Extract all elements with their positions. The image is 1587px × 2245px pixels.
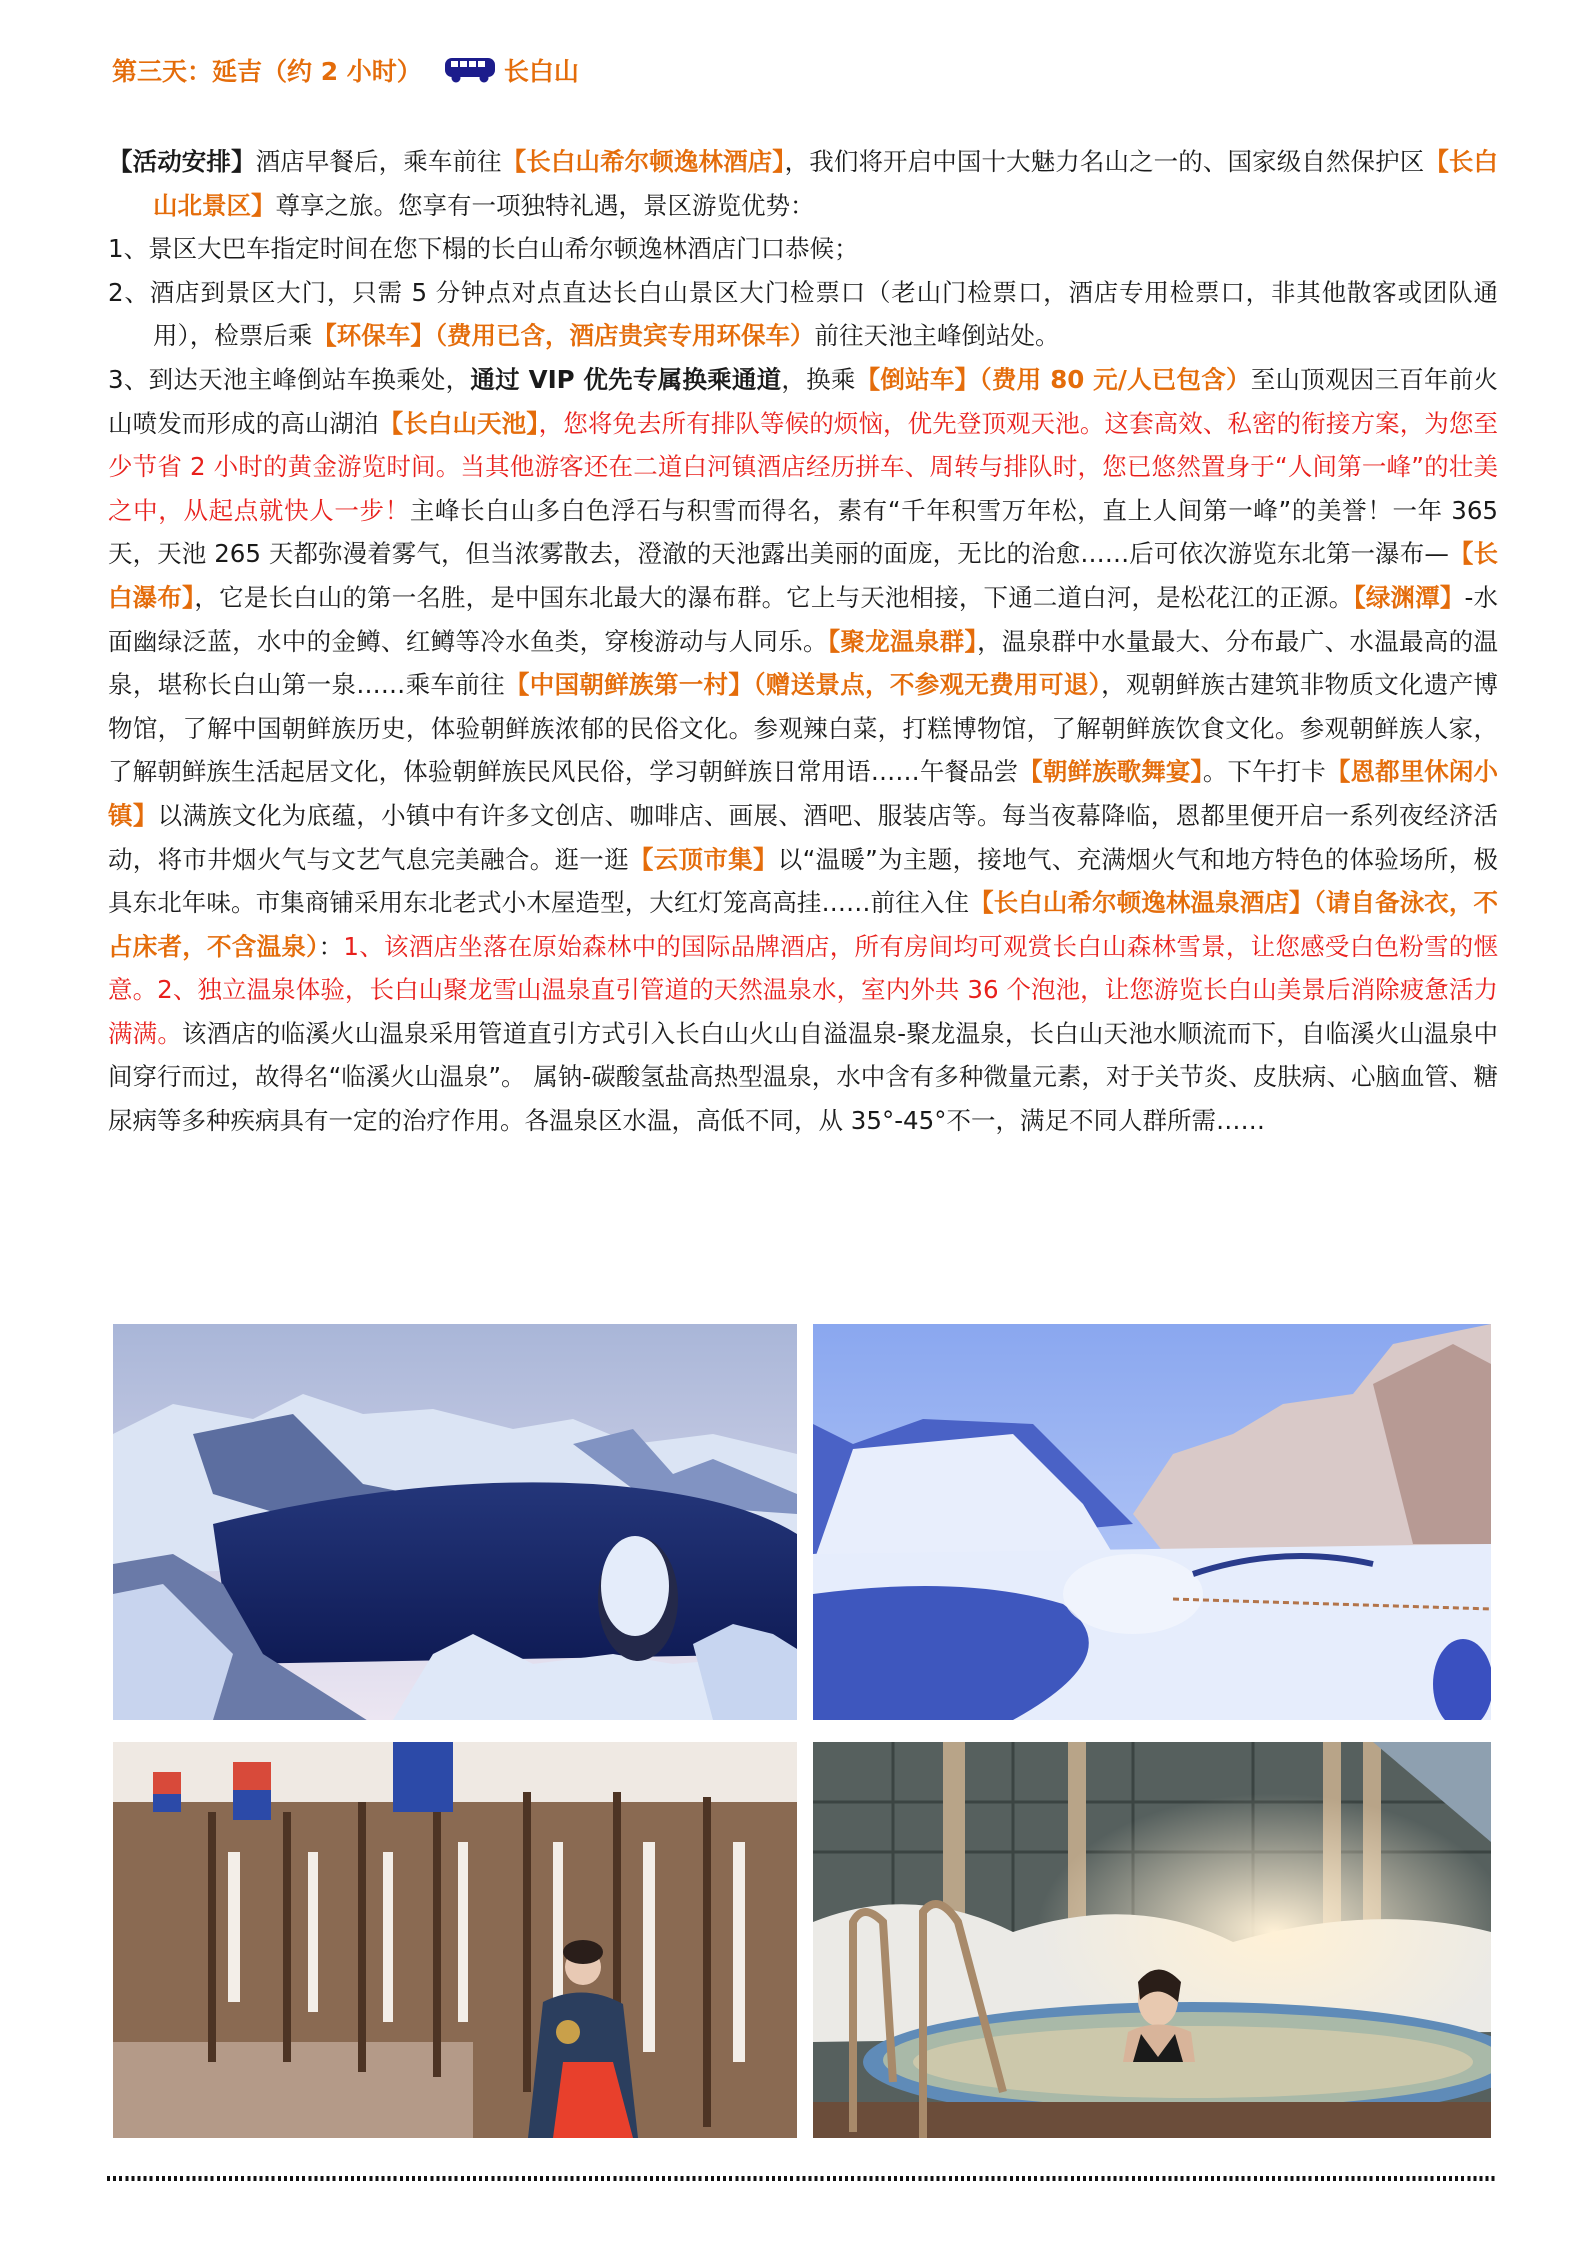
body-text: ，温泉群中水量最大、分布最广、水温最高的温泉，堪称长白山第一泉……乘车前往: [108, 626, 1499, 700]
bus-icon: [444, 56, 496, 84]
body-text: 前往天池主峰倒站处。: [814, 321, 1060, 351]
itinerary-body: [108, 140, 1498, 1143]
highlight-korean-village: 【中国朝鲜族第一村】（赠送景点，不参观无费用可退）: [504, 670, 1102, 700]
julong-hot-spring-valley-photo: [813, 1324, 1491, 1720]
body-text: ，它是长白山的第一名胜，是中国东北最大的瀑布群。它上与天池相接，下通二道白河，是松花江的正源。: [194, 582, 1354, 612]
highlight-yunding-market: 【云顶市集】: [628, 844, 778, 874]
body-text: 2、酒店到景区大门，只需 5 分钟点对点直达长白山景区大门检票口（老山门检票口，酒店专用检票口，非其他散客或团队通用），检票后乘: [108, 277, 1498, 351]
tianchi-crater-lake-photo: [113, 1324, 797, 1720]
benefit-item-1: 1、景区大巴车指定时间在您下榻的长白山希尔顿逸林酒店门口恭候；: [108, 234, 859, 264]
body-text: 3、到达天池主峰倒站车换乘处，: [108, 364, 471, 394]
highlight-north-scenic-area: 【长白山北景区】: [153, 147, 1499, 220]
body-text: 至山顶观因三百年前火山喷发而形成的高山湖泊: [108, 364, 1499, 438]
highlight-eco-bus: 【环保车】（费用已含，酒店贵宾专用环保车）: [312, 321, 815, 351]
photo-grid: [113, 1324, 1491, 2138]
emphasis-time-saving: ，您将免去所有排队等候的烦恼，优先登顶观天池。这套高效、私密的衔接方案，为您至少节省 2 小时的黄金游览时间。当其他游客还在二道白河镇酒店经历拼车、周转与排队时，您已悠然置身于“人间第一峰”的壮美之中，从起点就快人一步！: [108, 408, 1499, 525]
highlight-hilton-hotel: 【长白山希尔顿逸林酒店】: [501, 147, 785, 176]
body-text: 主峰长白山多白色浮石与积雪而得名，素有“千年积雪万年松，直上人间第一峰”的美誉！一年 365 天，天池 265 天都弥漫着雾气，但当浓雾散去，澄澈的天池露出美丽的面庞，无比的治愈……后可依次游览东北第一瀑布—: [108, 495, 1499, 569]
hotel-hot-spring-pool-photo: [813, 1742, 1491, 2138]
highlight-julong-springs: 【聚龙温泉群】: [827, 626, 978, 656]
body-text: ，观朝鲜族古建筑非物质文化遗产博物馆，了解中国朝鲜族历史，体验朝鲜族浓郁的民俗文化。参观辣白菜，打糕博物馆，了解朝鲜族饮食文化。参观朝鲜族人家，了解朝鲜族生活起居文化，体验朝鲜族民风民俗，学习朝鲜族日常用语……午餐品尝: [108, 670, 1499, 787]
body-text: 酒店早餐后，乘车前往: [255, 147, 502, 176]
body-text: 以满族文化为底蕴，小镇中有许多文创店、咖啡店、画展、酒吧、服装店等。每当夜幕降临，恩都里便开启一系列夜经济活动，将市井烟火气与文艺气息完美融合。逛一逛: [108, 800, 1498, 874]
highlight-hot-spring-hotel: 【长白山希尔顿逸林温泉酒店】（请自备泳衣，不占床者，不含温泉）: [108, 888, 1499, 961]
body-text: 尊享之旅。您享有一项独特礼遇，景区游览优势：: [275, 190, 815, 220]
day-label: 第三天：延吉（约 2 小时）: [112, 57, 422, 86]
highlight-green-pool: 【绿渊潭】: [1353, 582, 1465, 612]
body-text: ，换乘: [781, 364, 856, 394]
highlight-waterfall: 【长白瀑布】: [108, 539, 1499, 612]
benefit-item-2: [108, 271, 1498, 358]
highlight-enduli-town: 【恩都里休闲小镇】: [108, 757, 1499, 830]
body-text: -水面幽绿泛蓝，水中的金鳟、红鳟等冷水鱼类，穿梭游动与人同乐。: [108, 582, 1499, 656]
highlight-shuttle-bus: 【倒站车】（费用 80 元/人已包含）: [855, 364, 1251, 394]
vip-channel-text: 通过 VIP 优先专属换乘通道: [470, 364, 782, 394]
emphasis-hotel-features: 1、该酒店坐落在原始森林中的国际品牌酒店，所有房间均可观赏长白山森林雪景，让您感受白色粉雪的惬意。2、独立温泉体验，长白山聚龙雪山温泉直引管道的天然温泉水，室内外共 36 个泡池，让您游览长白山美景后消除疲惫活力满满。: [108, 931, 1498, 1048]
korean-folk-village-photo: [113, 1742, 797, 2138]
body-text: ，我们将开启中国十大魅力名山之一的、国家级自然保护区: [784, 147, 1425, 176]
highlight-dance-banquet: 【朝鲜族歌舞宴】: [1018, 757, 1203, 787]
day-heading: [112, 52, 579, 88]
body-text: 以“温暖”为主题，接地气、充满烟火气和地方特色的体验场所，极具东北年味。市集商铺采用东北老式小木屋造型，大红灯笼高高挂……前往入住: [108, 844, 1499, 918]
body-text: 该酒店的临溪火山温泉采用管道直引方式引入长白山火山自溢温泉-聚龙温泉，长白山天池水顺流而下，自临溪火山温泉中间穿行而过，故得名“临溪火山温泉”。 属钠-碳酸氢盐高热型温泉，水中含有多种微量元素，对于关节炎、皮肤病、心脑血管、糖尿病等多种疾病具有一定的治疗作用。各温泉区水温，高低不同，从 35°-45°不一，满足不同人群所需……: [108, 1018, 1499, 1136]
activity-label: 【活动安排】: [108, 147, 256, 176]
activity-intro: [108, 140, 1498, 227]
body-text: 。下午打卡: [1202, 757, 1326, 787]
body-text: ：: [318, 931, 344, 961]
benefit-item-3: [108, 358, 1498, 1143]
dotted-divider: [107, 2176, 1497, 2181]
destination-label: 长白山: [503, 57, 579, 86]
highlight-tianchi: 【长白山天池】: [378, 408, 539, 438]
